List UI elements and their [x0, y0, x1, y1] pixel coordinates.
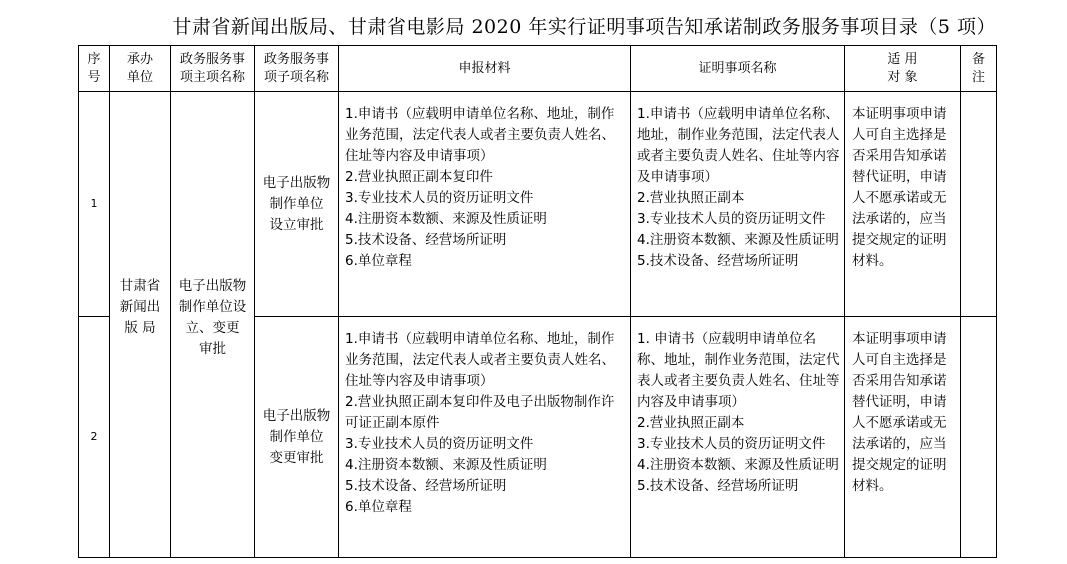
list-item: 2.营业执照正副本复印件及电子出版物制作许可证正副本原件 [345, 394, 615, 431]
list-item: 6.单位章程 [345, 253, 412, 269]
header-certificates: 证明事项名称 [631, 46, 845, 92]
table-row [79, 92, 997, 317]
header-index: 序 号 [79, 46, 110, 92]
list-item: 6.单位章程 [345, 499, 412, 515]
list-item: 5.技术设备、经营场所证明 [345, 232, 507, 248]
list-item: 2.营业执照正副本 [637, 415, 745, 431]
list-item: 5.技术设备、经营场所证明 [637, 478, 799, 494]
list-item: 1. 申请书（应载明申请单位名称、地址，制作业务范围，法定代表人或者主要负责人姓名、住址等内容及申请事项） [637, 331, 840, 410]
target-cell: 本证明事项申请人可自主选择是否采用告知承诺替代证明，申请人不愿承诺或无法承诺的，应当提交规定的证明材料。 [845, 317, 961, 558]
table-header-row [79, 46, 997, 92]
sub-item-cell: 电子出版物 制作单位 设立审批 [255, 92, 339, 317]
list-item: 5.技术设备、经营场所证明 [637, 253, 799, 269]
list-item: 2.营业执照正副本 [637, 190, 745, 206]
list-item: 1.申请书（应载明申请单位名称、地址，制作业务范围，法定代表人或者主要负责人姓名、住址等内容及申请事项） [637, 106, 840, 185]
row-index: 1 [79, 92, 110, 317]
materials-cell [339, 92, 631, 317]
list-item: 1.申请书（应载明申请单位名称、地址，制作业务范围，法定代表人或者主要负责人姓名、住址等内容及申请事项） [345, 106, 615, 164]
list-item: 4.注册资本数额、来源及性质证明 [345, 211, 547, 227]
service-items-table [78, 45, 997, 558]
certificates-cell [631, 92, 845, 317]
header-target: 适 用 对 象 [845, 46, 961, 92]
list-item: 4.注册资本数额、来源及性质证明 [637, 232, 839, 248]
list-item: 5.技术设备、经营场所证明 [345, 478, 507, 494]
main-item-cell: 电子出版物 制作单位设 立、变更 审批 [171, 92, 255, 558]
list-item: 4.注册资本数额、来源及性质证明 [637, 457, 839, 473]
header-main-item: 政务服务事 项主项名称 [171, 46, 255, 92]
list-item: 4.注册资本数额、来源及性质证明 [345, 457, 547, 473]
unit-cell: 甘肃省 新闻出 版 局 [110, 92, 171, 558]
target-cell: 本证明事项申请人可自主选择是否采用告知承诺替代证明，申请人不愿承诺或无法承诺的，应当提交规定的证明材料。 [845, 92, 961, 317]
document-title: 甘肃省新闻出版局、甘肃省电影局 2020 年实行证明事项告知承诺制政务服务事项目录（5 项） [172, 16, 996, 38]
header-unit: 承办 单位 [110, 46, 171, 92]
list-item: 3.专业技术人员的资历证明文件 [345, 190, 534, 206]
list-item: 1.申请书（应载明申请单位名称、地址，制作业务范围，法定代表人或者主要负责人姓名、住址等内容及申请事项） [345, 331, 615, 389]
header-materials: 申报材料 [339, 46, 631, 92]
materials-cell [339, 317, 631, 558]
row-index: 2 [79, 317, 110, 558]
header-sub-item: 政务服务事 项子项名称 [255, 46, 339, 92]
certificates-cell [631, 317, 845, 558]
list-item: 3.专业技术人员的资历证明文件 [637, 211, 826, 227]
header-remark: 备 注 [961, 46, 997, 92]
sub-item-cell: 电子出版物 制作单位 变更审批 [255, 317, 339, 558]
remark-cell [961, 92, 997, 317]
remark-cell [961, 317, 997, 558]
list-item: 2.营业执照正副本复印件 [345, 169, 493, 185]
list-item: 3.专业技术人员的资历证明文件 [637, 436, 826, 452]
list-item: 3.专业技术人员的资历证明文件 [345, 436, 534, 452]
